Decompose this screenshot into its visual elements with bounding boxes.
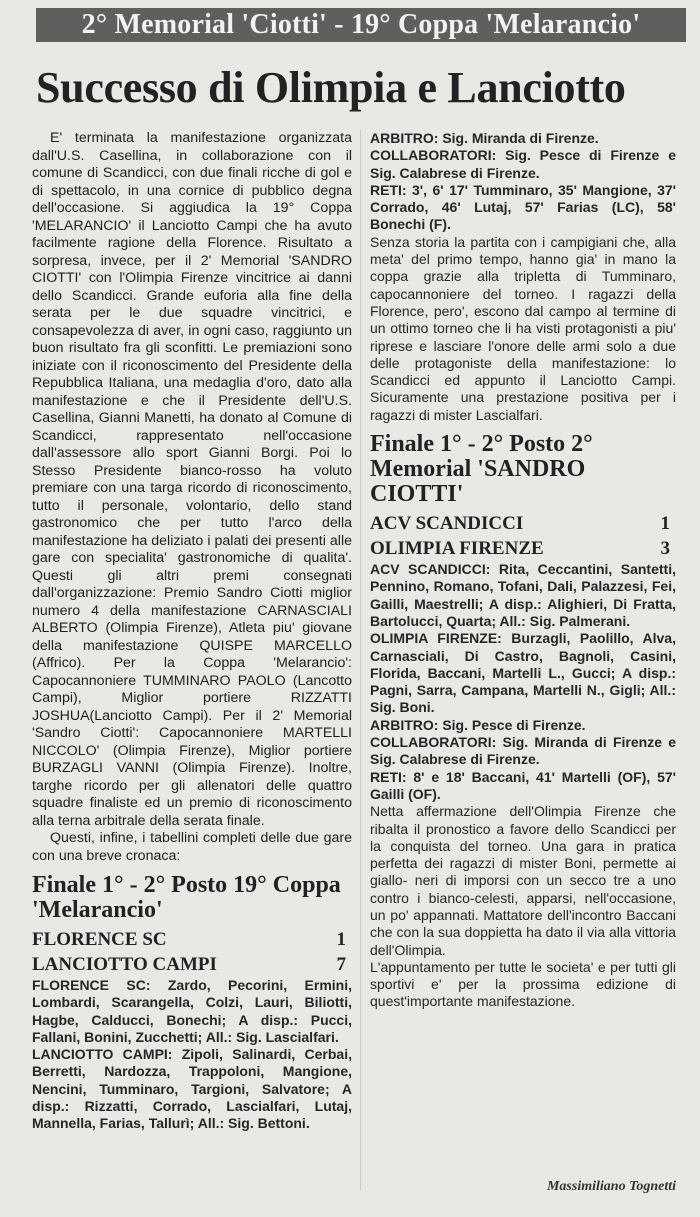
final2-score1: 1 <box>660 513 670 535</box>
article-intro: E' terminata la manifestazione organizzata dall'U.S. Casellina, in collaborazione con il comune di Scandicci, con due finali ricche di gol e di spettacolo, in una cornice di pubblico degna dell'occasione. Si aggiudica la 19° Coppa 'MELARANCIO' il Lanciotto Campi che ha avuto facilmente ragione della Florence. Risultato a sorpresa, invece, per il 2' Memorial 'SANDRO CIOTTI' con l'Olimpia Firenze vincitrice ai danni dello Scandicci. Grande euforia alla fine della serata per le due squadre vincitrici, e consapevolezza di aver, in ogni caso, raggiunto un buon risultato fra gli sconfitti. Le premiazioni sono iniziate con il riconoscimento del Presidente della Repubblica Italiana, una medaglia d'oro, dato alla manifestazione e che il Presidente dell'U.S. Casellina, Gianni Manetti, ha donato al Comune di Scandicci, rappresentato nell'occasione dall'assessore allo sport Gianni Borgi. Poi lo Stesso Presidente bianco-rosso ha voluto premiare con una targa ricordo di riconoscimento, tutto il personale, volontario, dello stand gastronomico che per tutto l'arco della manifestazione ha deliziato i palati dei presenti alle gare con specialita' gastronomiche di qualita'. Questi gli altri premi consegnati dall'organizzazione: Premio Sandro Ciotti miglior numero 4 della manifestazione CARNASCIALI ALBERTO (Olimpia Firenze), Atleta piu' giovane della manifestazione QUISPE MARCELLO (Affrico). Per la Coppa 'Melarancio': Capocannoniere TUMMINARO PAOLO (Lancotto Campi), Miglior portiere RIZZATTI JOSHUA(Lanciotto Campi). Per il 2' Memorial 'Sandro Ciotti': Capocannoniere MARTELLI NICCOLO' (Olimpia Firenze), Miglior portiere BURZAGLI VANNI (Olimpia Firenze). Inoltre, targhe ricordo per gli allenatori delle quattro squadre finaliste ed un premio di riconoscimento alla terna arbitrale della serata finale. <box>32 130 352 829</box>
final1-team2: LANCIOTTO CAMPI <box>32 954 217 975</box>
final2-team2: OLIMPIA FIRENZE <box>370 538 544 560</box>
final1-score-row-1 <box>32 927 352 952</box>
final2-score-row-2 <box>370 536 676 561</box>
final2-lineup2: OLIMPIA FIRENZE: Burzagli, Paolillo, Alva, Carnasciali, Di Castro, Bagnoli, Casini, Florida, Baccani, Martelli L., Gucci; A disp.: Pagni, Sarra, Campana, Martelli N., Gigli; All.: Sig. Boni. <box>370 630 676 716</box>
final1-goals: RETI: 3', 6' 17' Tumminaro, 35' Mangione, 37' Corrado, 46' Lutaj, 57' Farias (LC), 58' Bonechi (F). <box>370 181 676 233</box>
final2-score2: 3 <box>660 538 670 560</box>
final1-collaborators: COLLABORATORI: Sig. Pesce di Firenze e Sig. Calabrese di Firenze. <box>370 147 676 181</box>
final2-score-row-1 <box>370 511 676 536</box>
section-banner: 2° Memorial 'Ciotti' - 19° Coppa 'Melarancio' <box>36 8 686 42</box>
right-column <box>370 130 676 1011</box>
final1-score-row-2 <box>32 952 352 977</box>
final1-lineup2: LANCIOTTO CAMPI: Zipoli, Salinardi, Cerbai, Berretti, Nardozza, Trappoloni, Mangione, Nencini, Tumminaro, Targioni, Salvatore; A disp.: Rizzatti, Corrado, Lascialfari, Lutaj, Mannella, Farias, Tallurì; All.: Sig. Bettoni. <box>32 1046 352 1132</box>
final1-referee: ARBITRO: Sig. Miranda di Firenze. <box>370 130 599 146</box>
final2-goals: RETI: 8' e 18' Baccani, 41' Martelli (OF), 57' Gailli (OF). <box>370 768 676 802</box>
column-divider <box>360 130 361 1190</box>
final2-title: Finale 1° - 2° Posto 2° Memorial 'SANDRO CIOTTI' <box>370 431 593 508</box>
final1-score2: 7 <box>336 954 346 975</box>
author-signature: Massimiliano Tognetti <box>546 1179 676 1194</box>
final1-report: Senza storia la partita con i campigiani che, alla meta' del primo tempo, hanno gia' in mano la coppa grazie alla tripletta di Tumminaro, capocannoniere del torneo. I ragazzi della Florence, pero', escono dal campo al termine di un ottimo torneo che li ha visti protagonisti a piu' riprese e lasciare l'onore delle armi solo a due delle protagoniste della manifestazione: lo Scandicci ed appunto il Lanciotto Campi. Sicuramente una prestazione positiva per i ragazzi di mister Lascialfari. <box>370 233 676 423</box>
left-column <box>32 130 352 1133</box>
final2-lineup1: ACV SCANDICCI: Rita, Ceccantini, Santetti, Pennino, Romano, Tofani, Dali, Palazzesi, Fei, Gailli, Maestrelli; A disp.: Alighieri, Di Fratta, Bartolucci, Quarta; All.: Sig. Palmerani. <box>370 561 676 629</box>
final2-report: Netta affermazione dell'Olimpia Firenze che ribalta il pronostico a favore dello Scandicci per la conquista del torneo. Una gara in pratica perfetta dei ragazzi di mister Boni, permette ai giallo- neri di imporsi con un secco tre a uno contro i bianco-celesti, apparsi, nell'occasione, un po' appannati. Mattatore dell'incontro Baccani che con la sua doppietta ha dato il via alla vittoria dell'Olimpia. <box>370 803 676 958</box>
final2-closing: L'appuntamento per tutte le societa' e per tutti gli sportivi e' per la prossima edizione di quest'importante manifestazione. <box>370 958 676 1010</box>
final2-team1: ACV SCANDICCI <box>370 513 524 535</box>
final1-score1: 1 <box>336 929 346 950</box>
final2-collaborators: COLLABORATORI: Sig. Miranda di Firenze e Sig. Calabrese di Firenze. <box>370 734 676 768</box>
final2-referee: ARBITRO: Sig. Pesce di Firenze. <box>370 716 586 733</box>
article-headline: Successo di Olimpia e Lanciotto <box>36 63 626 112</box>
final1-title: Finale 1° - 2° Posto 19° Coppa 'Melarancio' <box>32 872 341 923</box>
final1-lineup1: FLORENCE SC: Zardo, Pecorini, Ermini, Lombardi, Scarangella, Colzi, Lauri, Biliotti, Hagbe, Calducci, Bonechi; A disp.: Pucci, Fallani, Bonini, Zucchetti; All.: Sig. Lascialfari. <box>32 977 352 1045</box>
article-outro: Questi, infine, i tabellini completi delle due gare con una breve cronaca: <box>32 830 352 864</box>
final1-team1: FLORENCE SC <box>32 929 167 950</box>
